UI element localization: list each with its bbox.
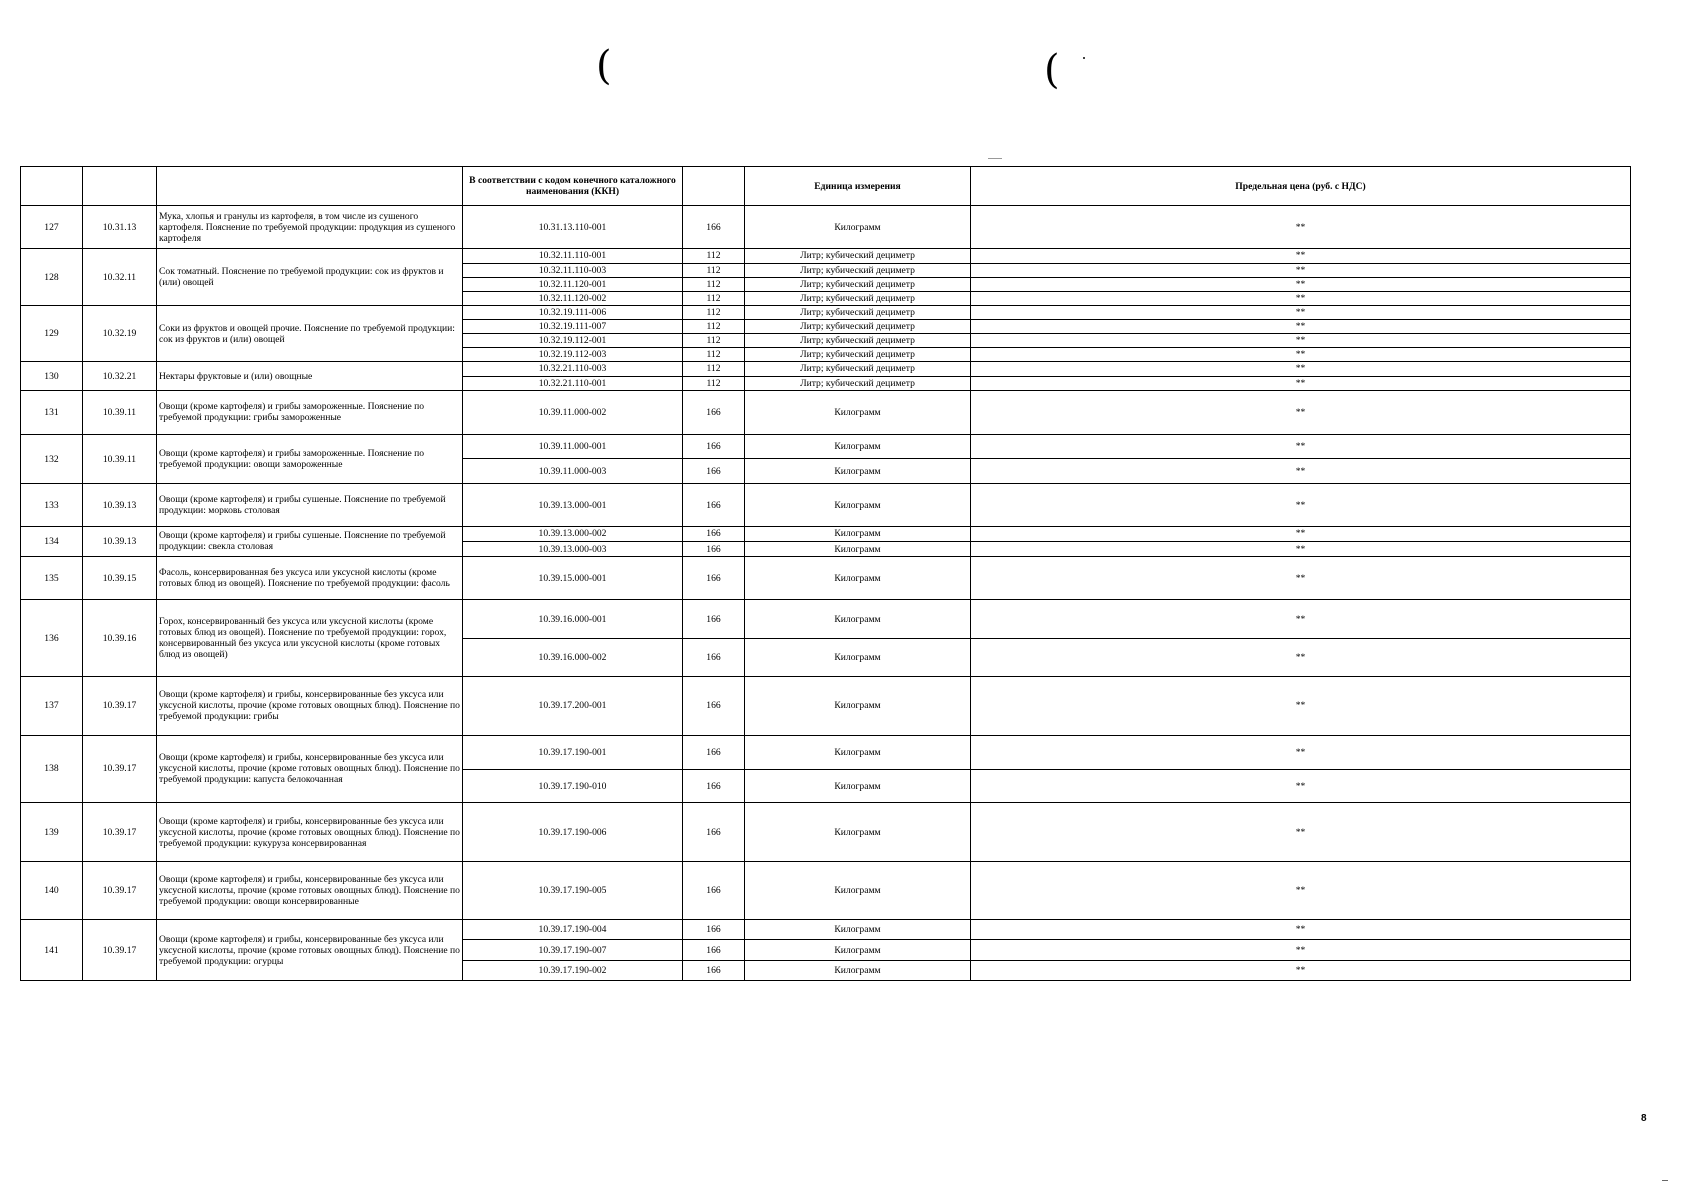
unit-code-cell: 112	[683, 263, 745, 277]
price-cell: **	[971, 557, 1631, 600]
description-cell: Овощи (кроме картофеля) и грибы замороженные. Пояснение по требуемой продукции: овощи замороженные	[157, 435, 463, 484]
price-cell: **	[971, 940, 1631, 960]
kkn-code-cell: 10.39.17.190-010	[463, 769, 683, 802]
kkn-code-cell: 10.39.17.190-002	[463, 960, 683, 980]
table-row	[21, 803, 1631, 862]
unit-code-cell: 166	[683, 541, 745, 556]
okpd-code-cell: 10.39.16	[83, 600, 157, 677]
table-row	[21, 484, 1631, 526]
kkn-code-cell: 10.39.16.000-002	[463, 638, 683, 676]
table-row	[21, 390, 1631, 434]
kkn-code-cell: 10.39.17.190-001	[463, 735, 683, 769]
okpd-code-cell: 10.31.13	[83, 206, 157, 249]
unit-code-cell: 112	[683, 291, 745, 305]
unit-code-cell: 112	[683, 334, 745, 348]
okpd-code-cell: 10.39.13	[83, 484, 157, 526]
unit-name-cell: Литр; кубический дециметр	[745, 249, 971, 263]
price-cell: **	[971, 600, 1631, 638]
kkn-code-cell: 10.32.19.111-006	[463, 305, 683, 319]
scan-mark-right: (	[1044, 47, 1060, 93]
header-cell-price: Предельная цена (руб. с НДС)	[971, 167, 1631, 206]
unit-code-cell: 166	[683, 206, 745, 249]
scan-mark-left: (	[596, 43, 612, 89]
description-cell: Овощи (кроме картофеля) и грибы, консервированные без уксуса или уксусной кислоты, прочие (кроме готовых овощных блюд). Пояснение по требуемой продукции: огурцы	[157, 920, 463, 981]
description-cell: Мука, хлопья и гранулы из картофеля, в том числе из сушеного картофеля. Пояснение по требуемой продукции: продукция из сушеного картофеля	[157, 206, 463, 249]
unit-name-cell: Килограмм	[745, 920, 971, 940]
kkn-code-cell: 10.39.15.000-001	[463, 557, 683, 600]
unit-code-cell: 112	[683, 376, 745, 390]
kkn-code-cell: 10.39.11.000-002	[463, 390, 683, 434]
row-number-cell: 139	[21, 803, 83, 862]
kkn-code-cell: 10.39.16.000-001	[463, 600, 683, 638]
kkn-code-cell: 10.32.11.110-001	[463, 249, 683, 263]
price-cell: **	[971, 320, 1631, 334]
row-number-cell: 131	[21, 390, 83, 434]
unit-code-cell: 166	[683, 526, 745, 541]
header-cell-kkn: В соответствии с кодом конечного каталожного наименования (ККН)	[463, 167, 683, 206]
description-cell: Овощи (кроме картофеля) и грибы, консервированные без уксуса или уксусной кислоты, прочие (кроме готовых овощных блюд). Пояснение по требуемой продукции: овощи консервированные	[157, 861, 463, 920]
kkn-code-cell: 10.39.17.200-001	[463, 677, 683, 736]
price-cell: **	[971, 376, 1631, 390]
kkn-code-cell: 10.39.13.000-002	[463, 526, 683, 541]
price-cell: **	[971, 362, 1631, 376]
description-cell: Овощи (кроме картофеля) и грибы, консервированные без уксуса или уксусной кислоты, прочие (кроме готовых овощных блюд). Пояснение по требуемой продукции: грибы	[157, 677, 463, 736]
description-cell: Овощи (кроме картофеля) и грибы замороженные. Пояснение по требуемой продукции: грибы замороженные	[157, 390, 463, 434]
row-number-cell: 129	[21, 305, 83, 362]
unit-code-cell: 166	[683, 435, 745, 459]
table-row	[21, 557, 1631, 600]
description-cell: Овощи (кроме картофеля) и грибы, консервированные без уксуса или уксусной кислоты, прочие (кроме готовых овощных блюд). Пояснение по требуемой продукции: капуста белокочанная	[157, 735, 463, 803]
unit-code-cell: 166	[683, 638, 745, 676]
kkn-code-cell: 10.39.11.000-001	[463, 435, 683, 459]
unit-name-cell: Литр; кубический дециметр	[745, 320, 971, 334]
price-cell: **	[971, 769, 1631, 802]
header-cell-unit: Единица измерения	[745, 167, 971, 206]
price-cell: **	[971, 803, 1631, 862]
price-cell: **	[971, 960, 1631, 980]
unit-code-cell: 112	[683, 320, 745, 334]
unit-code-cell: 112	[683, 362, 745, 376]
price-cell: **	[971, 277, 1631, 291]
unit-name-cell: Килограмм	[745, 940, 971, 960]
table-row	[21, 362, 1631, 376]
okpd-code-cell: 10.39.17	[83, 920, 157, 981]
unit-code-cell: 166	[683, 803, 745, 862]
unit-name-cell: Килограмм	[745, 677, 971, 736]
unit-code-cell: 166	[683, 735, 745, 769]
unit-code-cell: 166	[683, 920, 745, 940]
unit-name-cell: Литр; кубический дециметр	[745, 263, 971, 277]
row-number-cell: 141	[21, 920, 83, 981]
okpd-code-cell: 10.39.17	[83, 735, 157, 803]
kkn-code-cell: 10.32.19.112-003	[463, 348, 683, 362]
row-number-cell: 128	[21, 249, 83, 306]
unit-name-cell: Килограмм	[745, 541, 971, 556]
unit-name-cell: Килограмм	[745, 390, 971, 434]
kkn-code-cell: 10.39.17.190-004	[463, 920, 683, 940]
unit-name-cell: Килограмм	[745, 960, 971, 980]
unit-code-cell: 166	[683, 600, 745, 638]
row-number-cell: 138	[21, 735, 83, 803]
description-cell: Горох, консервированный без уксуса или уксусной кислоты (кроме готовых блюд из овощей). Пояснение по требуемой продукции: горох, консервированный без уксуса или уксусной кислоты (кроме готовых блюд из овощей)	[157, 600, 463, 677]
description-cell: Овощи (кроме картофеля) и грибы, консервированные без уксуса или уксусной кислоты, прочие (кроме готовых овощных блюд). Пояснение по требуемой продукции: кукуруза консервированная	[157, 803, 463, 862]
table-row	[21, 249, 1631, 263]
price-cell: **	[971, 305, 1631, 319]
table-row	[21, 435, 1631, 459]
unit-name-cell: Литр; кубический дециметр	[745, 334, 971, 348]
price-cell: **	[971, 735, 1631, 769]
unit-code-cell: 112	[683, 348, 745, 362]
row-number-cell: 135	[21, 557, 83, 600]
unit-code-cell: 166	[683, 459, 745, 484]
table-row	[21, 600, 1631, 638]
scan-artifact-line	[988, 158, 1002, 159]
description-cell: Фасоль, консервированная без уксуса или уксусной кислоты (кроме готовых блюд из овощей). Пояснение по требуемой продукции: фасоль	[157, 557, 463, 600]
row-number-cell: 130	[21, 362, 83, 390]
price-cell: **	[971, 263, 1631, 277]
price-cell: **	[971, 249, 1631, 263]
unit-name-cell: Килограмм	[745, 206, 971, 249]
table-body	[21, 206, 1631, 981]
price-cell: **	[971, 484, 1631, 526]
unit-code-cell: 112	[683, 305, 745, 319]
table-row	[21, 526, 1631, 541]
row-number-cell: 133	[21, 484, 83, 526]
kkn-code-cell: 10.39.17.190-005	[463, 861, 683, 920]
unit-code-cell: 166	[683, 940, 745, 960]
okpd-code-cell: 10.32.21	[83, 362, 157, 390]
unit-code-cell: 112	[683, 249, 745, 263]
okpd-code-cell: 10.32.11	[83, 249, 157, 306]
unit-name-cell: Килограмм	[745, 803, 971, 862]
unit-name-cell: Килограмм	[745, 769, 971, 802]
okpd-code-cell: 10.39.11	[83, 435, 157, 484]
row-number-cell: 132	[21, 435, 83, 484]
okpd-code-cell: 10.32.19	[83, 305, 157, 362]
header-cell-unit-code	[683, 167, 745, 206]
description-cell: Овощи (кроме картофеля) и грибы сушеные. Пояснение по требуемой продукции: свекла столовая	[157, 526, 463, 556]
unit-code-cell: 166	[683, 390, 745, 434]
unit-name-cell: Литр; кубический дециметр	[745, 362, 971, 376]
kkn-code-cell: 10.32.19.111-007	[463, 320, 683, 334]
price-cell: **	[971, 435, 1631, 459]
price-cell: **	[971, 459, 1631, 484]
price-cell: **	[971, 348, 1631, 362]
unit-name-cell: Литр; кубический дециметр	[745, 305, 971, 319]
unit-code-cell: 166	[683, 484, 745, 526]
unit-name-cell: Литр; кубический дециметр	[745, 277, 971, 291]
row-number-cell: 137	[21, 677, 83, 736]
unit-code-cell: 166	[683, 677, 745, 736]
unit-name-cell: Килограмм	[745, 526, 971, 541]
row-number-cell: 136	[21, 600, 83, 677]
header-cell-okpd	[83, 167, 157, 206]
table-header-row	[21, 167, 1631, 206]
scan-speck	[1083, 57, 1085, 59]
okpd-code-cell: 10.39.17	[83, 861, 157, 920]
scan-corner-mark	[1662, 1180, 1668, 1181]
header-cell-number	[21, 167, 83, 206]
price-cell: **	[971, 390, 1631, 434]
unit-name-cell: Литр; кубический дециметр	[745, 291, 971, 305]
price-cell: **	[971, 541, 1631, 556]
unit-code-cell: 112	[683, 277, 745, 291]
kkn-code-cell: 10.32.19.112-001	[463, 334, 683, 348]
unit-name-cell: Килограмм	[745, 638, 971, 676]
kkn-code-cell: 10.32.21.110-003	[463, 362, 683, 376]
unit-name-cell: Килограмм	[745, 459, 971, 484]
table-row	[21, 861, 1631, 920]
unit-name-cell: Литр; кубический дециметр	[745, 348, 971, 362]
price-cell: **	[971, 206, 1631, 249]
unit-name-cell: Килограмм	[745, 600, 971, 638]
unit-code-cell: 166	[683, 557, 745, 600]
kkn-code-cell: 10.39.17.190-007	[463, 940, 683, 960]
header-cell-description	[157, 167, 463, 206]
kkn-code-cell: 10.31.13.110-001	[463, 206, 683, 249]
okpd-code-cell: 10.39.15	[83, 557, 157, 600]
kkn-code-cell: 10.32.21.110-001	[463, 376, 683, 390]
okpd-code-cell: 10.39.17	[83, 803, 157, 862]
unit-name-cell: Килограмм	[745, 435, 971, 459]
unit-name-cell: Литр; кубический дециметр	[745, 376, 971, 390]
kkn-code-cell: 10.39.17.190-006	[463, 803, 683, 862]
page-number: 8	[1641, 1113, 1647, 1124]
price-cell: **	[971, 920, 1631, 940]
row-number-cell: 140	[21, 861, 83, 920]
price-cell: **	[971, 291, 1631, 305]
okpd-code-cell: 10.39.17	[83, 677, 157, 736]
okpd-code-cell: 10.39.13	[83, 526, 157, 556]
table-row	[21, 206, 1631, 249]
unit-name-cell: Килограмм	[745, 484, 971, 526]
table-row	[21, 677, 1631, 736]
kkn-code-cell: 10.32.11.120-001	[463, 277, 683, 291]
kkn-code-cell: 10.32.11.120-002	[463, 291, 683, 305]
price-cell: **	[971, 526, 1631, 541]
price-table	[20, 166, 1631, 981]
description-cell: Сок томатный. Пояснение по требуемой продукции: сок из фруктов и (или) овощей	[157, 249, 463, 306]
table-row	[21, 305, 1631, 319]
price-cell: **	[971, 638, 1631, 676]
okpd-code-cell: 10.39.11	[83, 390, 157, 434]
unit-code-cell: 166	[683, 769, 745, 802]
description-cell: Овощи (кроме картофеля) и грибы сушеные. Пояснение по требуемой продукции: морковь столовая	[157, 484, 463, 526]
price-cell: **	[971, 677, 1631, 736]
description-cell: Соки из фруктов и овощей прочие. Пояснение по требуемой продукции: сок из фруктов и (или) овощей	[157, 305, 463, 362]
description-cell: Нектары фруктовые и (или) овощные	[157, 362, 463, 390]
unit-code-cell: 166	[683, 861, 745, 920]
price-cell: **	[971, 861, 1631, 920]
kkn-code-cell: 10.39.13.000-001	[463, 484, 683, 526]
price-cell: **	[971, 334, 1631, 348]
kkn-code-cell: 10.39.11.000-003	[463, 459, 683, 484]
table-row	[21, 920, 1631, 940]
table-row	[21, 735, 1631, 769]
kkn-code-cell: 10.39.13.000-003	[463, 541, 683, 556]
unit-name-cell: Килограмм	[745, 735, 971, 769]
unit-code-cell: 166	[683, 960, 745, 980]
unit-name-cell: Килограмм	[745, 557, 971, 600]
row-number-cell: 134	[21, 526, 83, 556]
kkn-code-cell: 10.32.11.110-003	[463, 263, 683, 277]
unit-name-cell: Килограмм	[745, 861, 971, 920]
row-number-cell: 127	[21, 206, 83, 249]
